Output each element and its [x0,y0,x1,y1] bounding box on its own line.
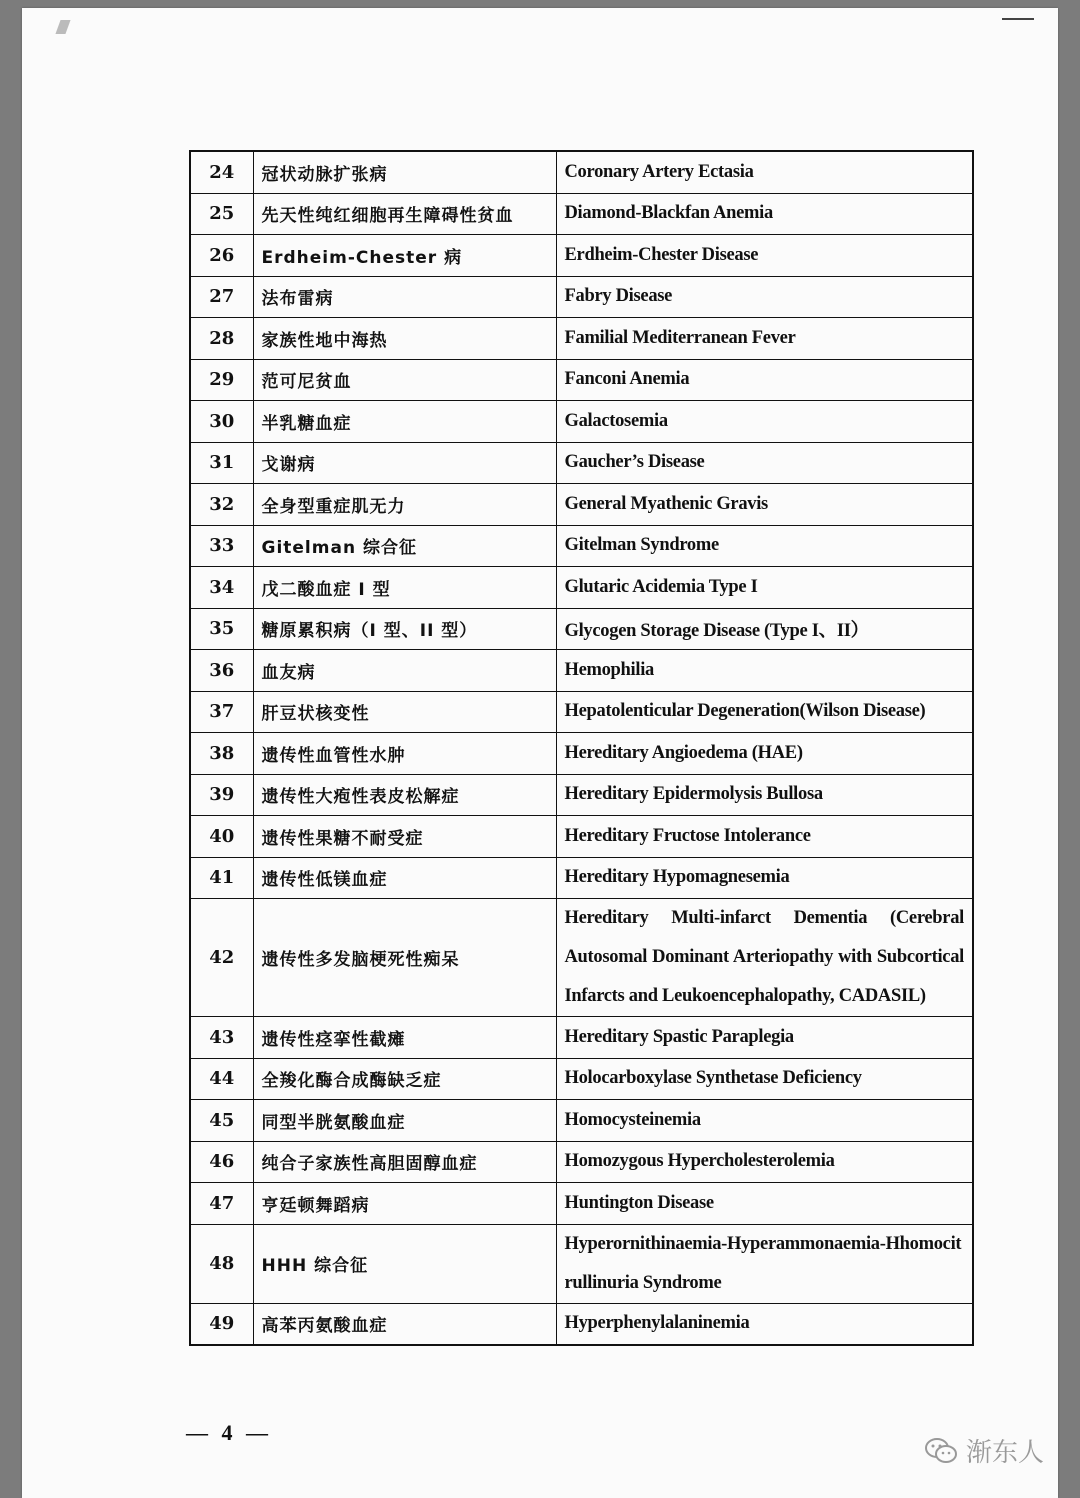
watermark [924,1432,1044,1469]
watermark-text: 渐东人 [965,1438,1044,1468]
chinese-name: 纯合子家族性高胆固醇血症 [253,1141,556,1183]
english-name: Hereditary Epidermolysis Bullosa [556,774,973,816]
english-name: Familial Mediterranean Fever [556,318,973,360]
chinese-name: 遗传性大疱性表皮松解症 [253,774,556,816]
english-name: Fanconi Anemia [556,359,973,401]
row-number: 45 [190,1100,253,1142]
page-number: — 4 — [186,1420,272,1445]
table-row [190,650,973,692]
table-row [190,359,973,401]
row-number: 35 [190,608,253,650]
table-body [190,151,973,1345]
english-name: Holocarboxylase Synthetase Deficiency [556,1058,973,1100]
english-name: Glutaric Acidemia Type I [556,567,973,609]
table-row [190,608,973,650]
row-number: 30 [190,401,253,443]
table-row [190,1303,973,1345]
row-number: 44 [190,1058,253,1100]
row-number: 36 [190,650,253,692]
row-number: 33 [190,525,253,567]
wechat-icon [924,1437,958,1465]
english-name: Huntington Disease [556,1183,973,1225]
row-number: 41 [190,857,253,899]
english-name: General Myathenic Gravis [556,484,973,526]
table-row [190,525,973,567]
row-number: 34 [190,567,253,609]
english-name: Hereditary Angioedema (HAE) [556,733,973,775]
row-number: 49 [190,1303,253,1345]
table-row [190,567,973,609]
row-number: 29 [190,359,253,401]
english-name: Hyperphenylalaninemia [556,1303,973,1345]
row-number: 37 [190,691,253,733]
table-row [190,276,973,318]
row-number: 25 [190,193,253,235]
table-row [190,401,973,443]
table-row [190,484,973,526]
table-row [190,442,973,484]
chinese-name: Erdheim-Chester 病 [253,235,556,277]
table-row [190,193,973,235]
table-row [190,691,973,733]
table-row [190,774,973,816]
row-number: 46 [190,1141,253,1183]
chinese-name: 全身型重症肌无力 [253,484,556,526]
chinese-name: 糖原累积病（I 型、II 型） [253,608,556,650]
row-number: 24 [190,151,253,193]
row-number: 39 [190,774,253,816]
row-number: 32 [190,484,253,526]
table-row [190,816,973,858]
row-number: 28 [190,318,253,360]
row-number: 43 [190,1017,253,1059]
english-name: Glycogen Storage Disease (Type I、II） [556,608,973,650]
english-name: Hereditary Fructose Intolerance [556,816,973,858]
table-row [190,1183,973,1225]
row-number: 26 [190,235,253,277]
english-name: Diamond-Blackfan Anemia [556,193,973,235]
chinese-name: 全羧化酶合成酶缺乏症 [253,1058,556,1100]
english-name: Hereditary Hypomagnesemia [556,857,973,899]
chinese-name: 先天性纯红细胞再生障碍性贫血 [253,193,556,235]
english-name: Hepatolenticular Degeneration(Wilson Disease) [556,691,973,733]
chinese-name: 遗传性痉挛性截瘫 [253,1017,556,1059]
chinese-name: 范可尼贫血 [253,359,556,401]
english-name: Hereditary Spastic Paraplegia [556,1017,973,1059]
table-row [190,235,973,277]
chinese-name: 戊二酸血症 I 型 [253,567,556,609]
table-row [190,899,973,1017]
english-name: Homocysteinemia [556,1100,973,1142]
table-row [190,1100,973,1142]
chinese-name: 血友病 [253,650,556,692]
english-name: Gitelman Syndrome [556,525,973,567]
chinese-name: 法布雷病 [253,276,556,318]
english-name: Homozygous Hypercholesterolemia [556,1141,973,1183]
row-number: 47 [190,1183,253,1225]
scan-edge-mark [1002,18,1034,20]
chinese-name: 肝豆状核变性 [253,691,556,733]
table-row [190,1017,973,1059]
chinese-name: 冠状动脉扩张病 [253,151,556,193]
chinese-name: 戈谢病 [253,442,556,484]
chinese-name: 亨廷顿舞蹈病 [253,1183,556,1225]
row-number: 48 [190,1224,253,1303]
row-number: 42 [190,899,253,1017]
chinese-name: 遗传性多发脑梗死性痴呆 [253,899,556,1017]
rare-disease-table [189,150,974,1346]
scan-corner-mark [55,20,70,34]
english-name: Hemophilia [556,650,973,692]
chinese-name: 遗传性果糖不耐受症 [253,816,556,858]
english-name: Erdheim-Chester Disease [556,235,973,277]
english-name: Gaucher’s Disease [556,442,973,484]
chinese-name: 遗传性低镁血症 [253,857,556,899]
english-name: Hyperornithinaemia-Hyperammonaemia-Hhomocitrullinuria Syndrome [556,1224,973,1303]
table-row [190,1141,973,1183]
english-name: Galactosemia [556,401,973,443]
table-row [190,1224,973,1303]
table-row [190,318,973,360]
english-name: Hereditary Multi-infarct Dementia (Cerebral Autosomal Dominant Arteriopathy with Subcortical Infarcts and Leukoencephalopathy, CADASIL) [556,899,973,1017]
table-row [190,857,973,899]
chinese-name: 高苯丙氨酸血症 [253,1303,556,1345]
row-number: 31 [190,442,253,484]
row-number: 38 [190,733,253,775]
row-number: 40 [190,816,253,858]
chinese-name: HHH 综合征 [253,1224,556,1303]
table-row [190,733,973,775]
english-name: Coronary Artery Ectasia [556,151,973,193]
english-name: Fabry Disease [556,276,973,318]
chinese-name: 同型半胱氨酸血症 [253,1100,556,1142]
chinese-name: Gitelman 综合征 [253,525,556,567]
row-number: 27 [190,276,253,318]
chinese-name: 家族性地中海热 [253,318,556,360]
table-row [190,151,973,193]
table-row [190,1058,973,1100]
chinese-name: 半乳糖血症 [253,401,556,443]
chinese-name: 遗传性血管性水肿 [253,733,556,775]
